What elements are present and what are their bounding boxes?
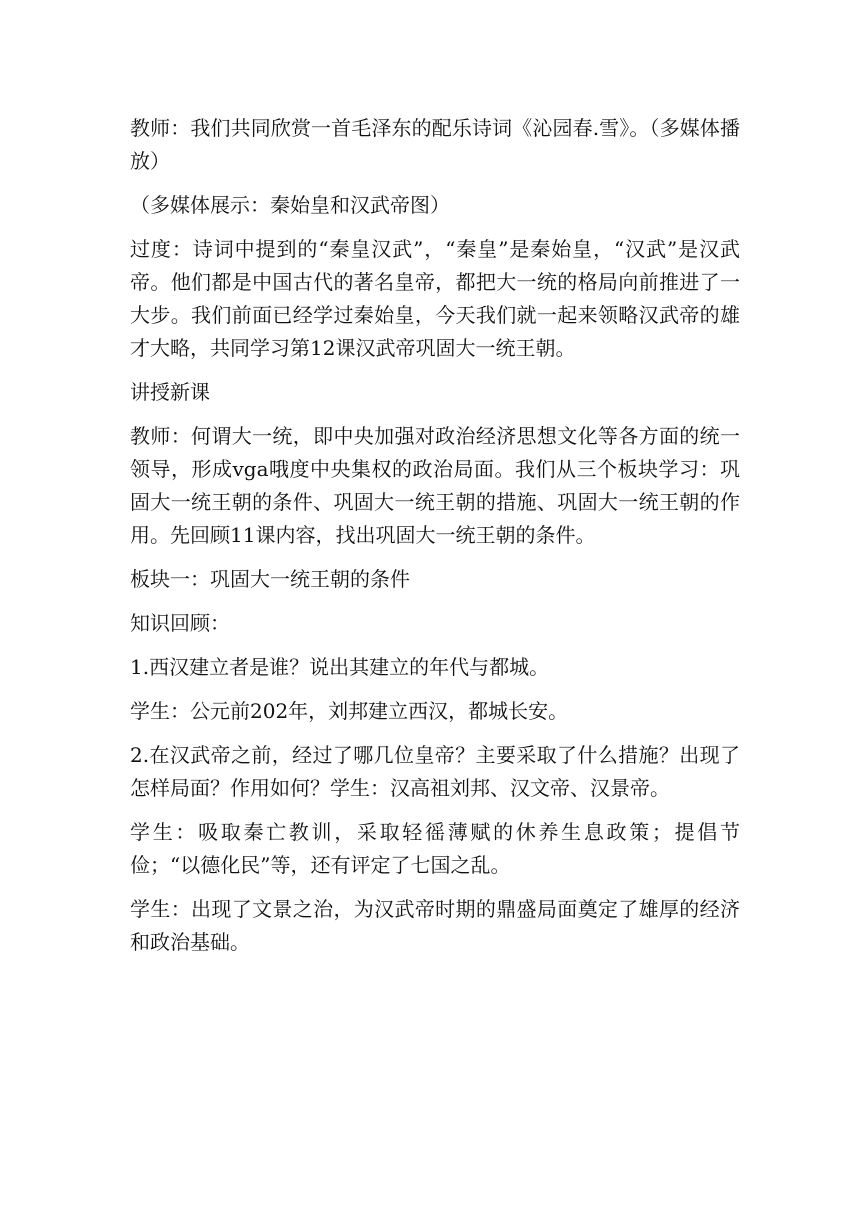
section-heading-block-one: 板块一：巩固大一统王朝的条件 xyxy=(130,567,410,591)
paragraph-teacher-unification: 教师：何谓大一统，即中央加强对政治经济思想文化等各方面的统一领导，形成vga哦度中央集权的政治局面。我们从三个板块学习：巩固大一统王朝的条件、巩固大一统王朝的措施、巩固大一统王朝的作用。先回顾11课内容，找出巩固大一统王朝的条件。 xyxy=(130,424,740,547)
paragraph-multimedia-display: （多媒体展示：秦始皇和汉武帝图） xyxy=(130,193,450,217)
answer-one: 学生：公元前202年，刘邦建立西汉，都城长安。 xyxy=(130,699,569,723)
question-one: 1.西汉建立者是谁？说出其建立的年代与都城。 xyxy=(130,655,550,679)
document-page xyxy=(130,112,740,970)
section-heading-new-lesson: 讲授新课 xyxy=(130,380,210,404)
paragraph-knowledge-review: 知识回顾： xyxy=(130,611,230,635)
question-two: 2.在汉武帝之前，经过了哪几位皇帝？主要采取了什么措施？出现了怎样局面？作用如何？学生：汉高祖刘邦、汉文帝、汉景帝。 xyxy=(130,743,740,800)
paragraph-transition: 过度：诗词中提到的“秦皇汉武”，“秦皇”是秦始皇，“汉武”是汉武帝。他们都是中国古代的著名皇帝，都把大一统的格局向前推进了一大步。我们前面已经学过秦始皇，今天我们就一起来领略汉武帝的雄才大略，共同学习第12课汉武帝巩固大一统王朝。 xyxy=(130,237,740,360)
answer-two-result: 学生：出现了文景之治，为汉武帝时期的鼎盛局面奠定了雄厚的经济和政治基础。 xyxy=(130,897,740,954)
paragraph-teacher-poem: 教师：我们共同欣赏一首毛泽东的配乐诗词《沁园春.雪》。（多媒体播放） xyxy=(130,116,740,173)
answer-two-measures: 学生：吸取秦亡教训，采取轻徭薄赋的休养生息政策；提倡节俭；“以德化民”等，还有评定了七国之乱。 xyxy=(130,820,740,877)
